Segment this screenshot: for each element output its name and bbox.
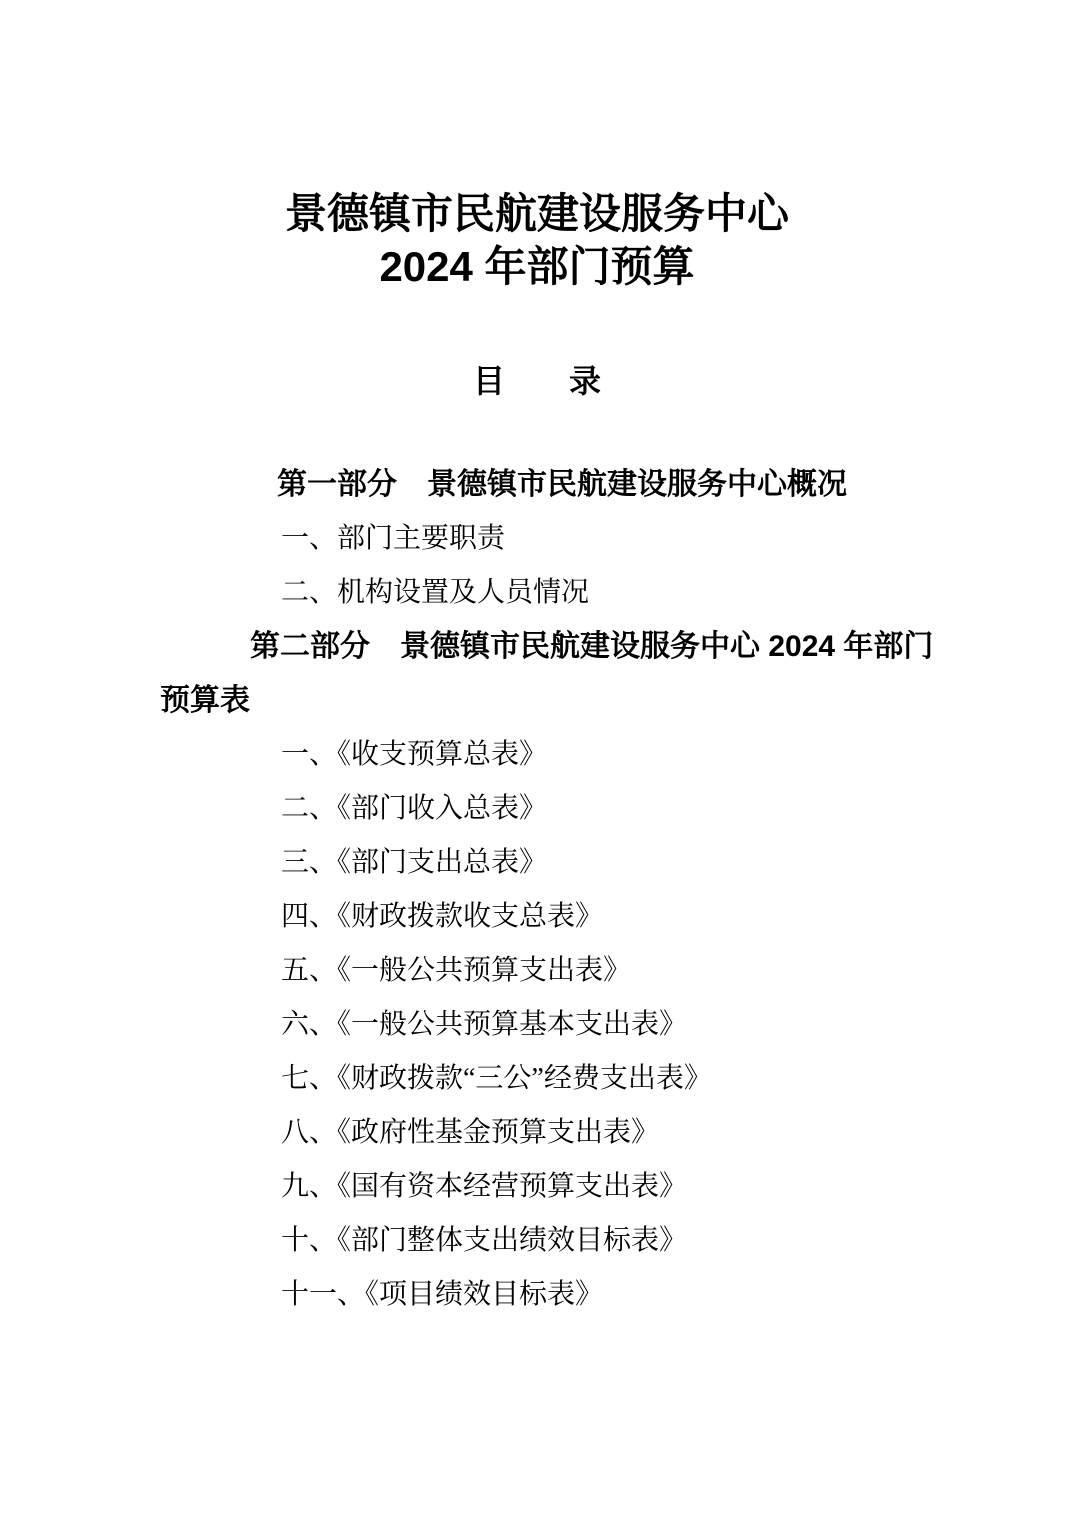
- table-of-contents: [160, 458, 934, 1322]
- toc-item-part2-8: 八、《政府性基金预算支出表》: [281, 1117, 660, 1148]
- toc-item-part1-1: 一、部门主要职责: [281, 523, 506, 554]
- part1-heading: 第一部分 景德镇市民航建设服务中心概况: [277, 468, 847, 501]
- toc-item-part2-5: 五、《一般公共预算支出表》: [281, 955, 632, 986]
- part2-heading-line2: 预算表: [160, 684, 250, 717]
- document-title-line1: 景德镇市民航建设服务中心: [284, 190, 789, 237]
- toc-item-part2-10: 十、《部门整体支出绩效目标表》: [281, 1225, 688, 1256]
- toc-heading: 目 录: [472, 363, 601, 399]
- document-title-line2: 2024 年部门预算: [379, 243, 695, 290]
- toc-item-part2-3: 三、《部门支出总表》: [281, 847, 548, 878]
- toc-item-part2-1: 一、《收支预算总表》: [281, 739, 548, 770]
- part2-heading-line1: 第二部分 景德镇市民航建设服务中心 2024 年部门: [250, 630, 934, 663]
- toc-item-part2-4: 四、《财政拨款收支总表》: [281, 901, 604, 932]
- toc-item-part2-9: 九、《国有资本经营预算支出表》: [281, 1171, 688, 1202]
- toc-item-part2-7: 七、《财政拨款“三公”经费支出表》: [281, 1063, 712, 1094]
- toc-item-part2-2: 二、《部门收入总表》: [281, 793, 548, 824]
- toc-item-part1-2: 二、机构设置及人员情况: [281, 577, 590, 608]
- toc-item-part2-11: 十一、《项目绩效目标表》: [281, 1279, 604, 1310]
- document-title: [160, 187, 914, 293]
- toc-item-part2-6: 六、《一般公共预算基本支出表》: [281, 1009, 688, 1040]
